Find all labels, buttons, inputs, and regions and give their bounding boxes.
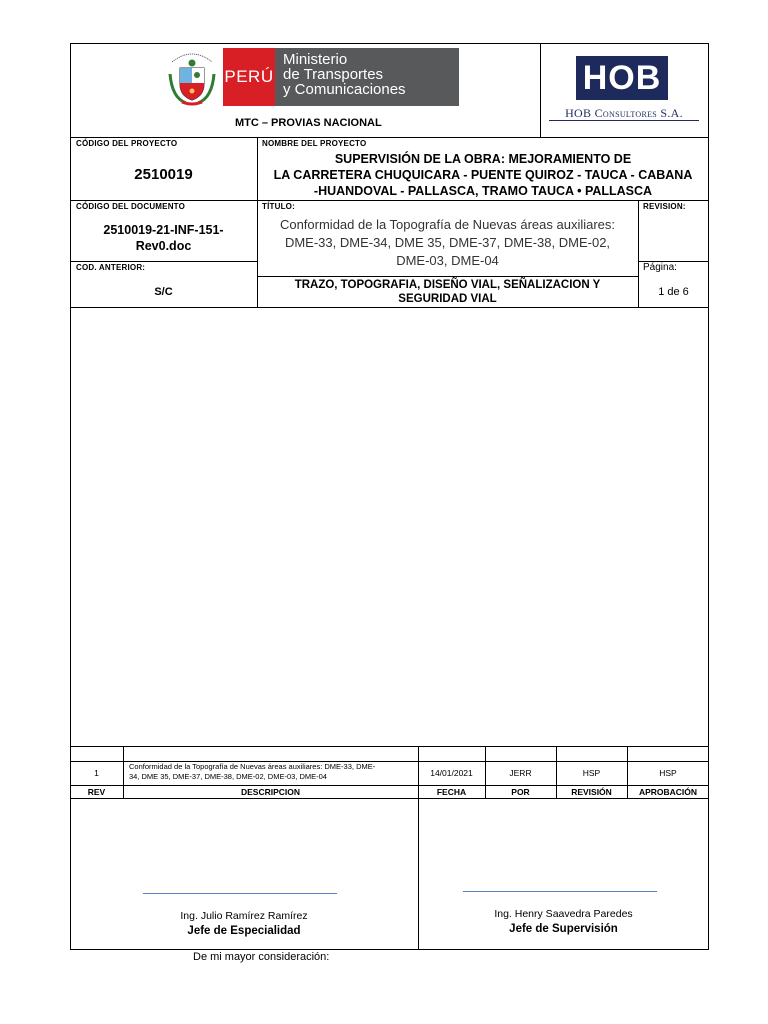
rule-header-bottom [70,137,709,138]
revision-row-reviewed: HSP [582,768,601,778]
peru-logo-text: PERÚ [224,67,274,86]
header-subtitle: MTC – PROVIAS NACIONAL [235,117,382,129]
page-value: 1 de 6 [658,286,689,298]
revision-row-description-line-2: 34, DME 35, DME-37, DME-38, DME-02, DME-03, DME-04 [129,772,327,781]
document-title-line-1: Conformidad de la Topografía de Nuevas áreas auxiliares: [279,217,616,232]
rule-signatures-top [70,798,709,799]
header-date: FECHA [436,786,467,797]
prev-code-label: COD. ANTERIOR: [76,263,146,272]
company-name: HOB Consultores S.A. [565,106,683,120]
header-description: DESCRIPCION [240,786,301,797]
page-label: Página: [643,262,677,273]
revision-row-description-line-1: Conformidad de la Topografía de Nuevas áreas auxiliares: DME-33, DME- [129,762,376,771]
header-by: POR [511,786,530,797]
rule-logo-divider [540,43,541,137]
signer-left-role: Jefe de Especialidad [187,925,301,937]
project-name-line-3: -HUANDOVAL - PALLASCA, TRAMO TAUCA • PALLASCA [313,184,653,198]
company-name-underline [549,120,699,121]
header-rev: REV [87,786,106,797]
document-code-line-2: Rev0.doc [135,239,192,253]
hob-logo [576,56,668,100]
signer-right-role: Jefe de Supervisión [509,923,618,935]
rule-table-top [70,746,709,747]
signature-line-right [463,891,657,892]
specialty [257,278,638,306]
document-code-label: CÓDIGO DEL DOCUMENTO [76,202,186,211]
revision-row-approved: HSP [659,768,677,778]
peru-logo-red-box [223,48,275,106]
coat-of-arms-logo [166,48,218,108]
signer-left-name: Ing. Julio Ramírez Ramírez [180,910,308,922]
ministry-line-3: y Comunicaciones [283,81,406,98]
document-title-line-3: DME-03, DME-04 [396,253,499,268]
ministry-line-2: de Transportes [283,66,384,83]
rule-title-bottom [257,276,638,277]
project-name-label: NOMBRE DEL PROYECTO [262,139,367,148]
revision-row-description [129,762,415,782]
project-name-line-2: LA CARRETERA CHUQUICARA - PUENTE QUIROZ - TAUCA - CABANA [273,168,693,182]
footer-text: De mi mayor consideración: [193,951,330,963]
ministry-logo-box [275,48,459,106]
header-revision: REVISIÓN [571,786,612,797]
project-code-value: 2510019 [134,166,193,183]
rule-doc-code-bottom [70,261,257,262]
hob-logo-text: HOB [582,58,662,97]
document-code [70,222,257,254]
title-label: TÍTULO: [262,202,295,211]
document-code-line-1: 2510019-21-INF-151- [103,223,224,237]
revision-label: REVISION: [643,202,686,211]
specialty-line-1: TRAZO, TOPOGRAFIA, DISEÑO VIAL, SEÑALIZACION Y [294,279,601,291]
ministry-line-1: Ministerio [283,51,348,68]
project-name [257,151,709,199]
signature-line-left [143,893,337,894]
revision-row-date: 14/01/2021 [430,768,473,778]
header-approval: APROBACIÓN [638,786,698,797]
revision-row-by: JERR [509,768,532,778]
document-title-line-2: DME-33, DME-34, DME 35, DME-37, DME-38, DME-02, [284,235,611,250]
specialty-line-2: SEGURIDAD VIAL [398,293,497,305]
signer-right-name: Ing. Henry Saavedra Paredes [494,908,633,920]
revision-row-rev: 1 [94,768,99,778]
project-name-line-1: SUPERVISIÓN DE LA OBRA: MEJORAMIENTO DE [334,152,632,166]
rule-project-bottom [70,200,709,201]
document-title [257,216,638,270]
project-code-label: CÓDIGO DEL PROYECTO [76,139,178,148]
rule-cover-bottom [70,307,709,308]
prev-code-value: S/C [154,286,173,298]
